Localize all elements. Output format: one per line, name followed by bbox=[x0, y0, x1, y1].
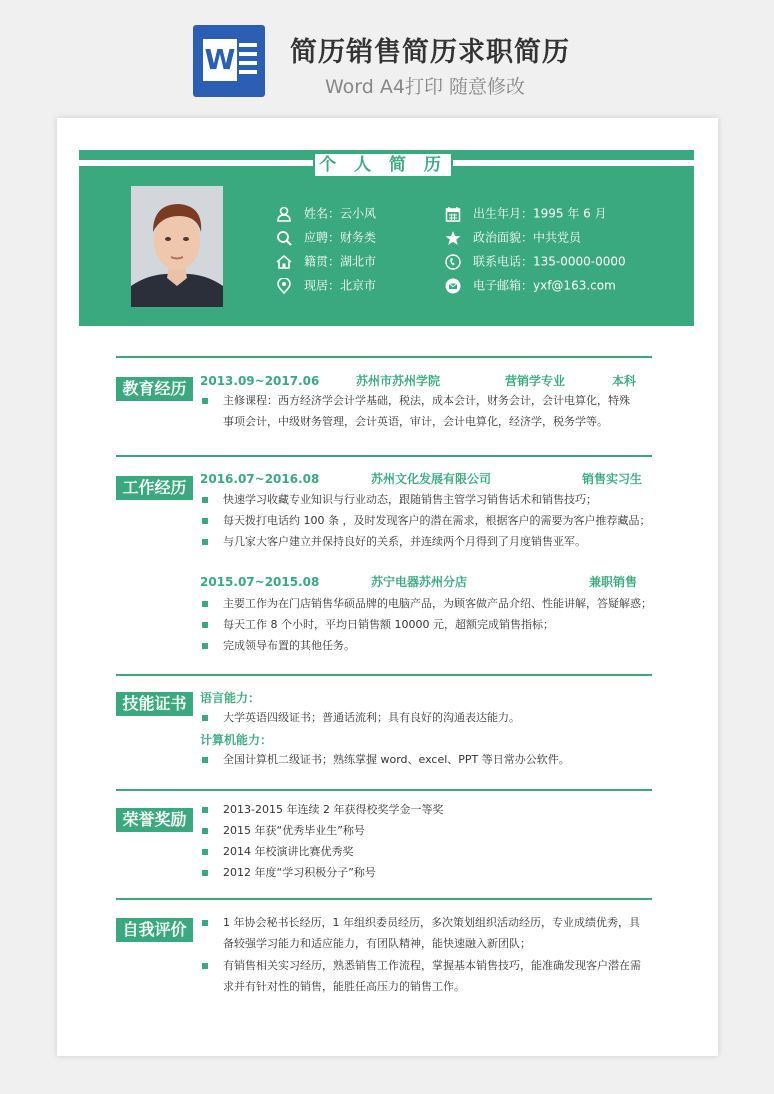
info-name: 姓名：云小风 bbox=[276, 204, 376, 222]
search-icon bbox=[276, 230, 292, 246]
job1-company: 苏州文化发展有限公司 bbox=[371, 472, 492, 486]
star-icon bbox=[445, 230, 461, 246]
job2-date: 2015.07~2015.08 bbox=[200, 575, 320, 589]
work-divider bbox=[116, 455, 652, 457]
job1-date: 2016.07~2016.08 bbox=[200, 472, 320, 486]
language-heading: 语言能力： bbox=[200, 691, 261, 705]
info-residence: 现居：北京市 bbox=[276, 276, 376, 294]
job2-role: 兼职销售 bbox=[589, 575, 638, 589]
info-position: 应聘：财务类 bbox=[276, 228, 376, 246]
home-icon bbox=[276, 254, 292, 270]
location-pin-icon bbox=[276, 278, 292, 294]
resume-paper: 姓名：云小风 应聘：财务类 籍贯：湖北市 现居：北京市 出生年月：1995 年 6 月 政治面貌：中共党员 联系电话：135-0000-0000 电子邮箱：yxf@163.com 个 人 简 历 教育经历 2013.09~2017.06 苏州市苏州学院 营销学专业 本科 主修课程：西方经济学会计学基础，税法，成本会计，财务会计，会计电算化，特殊 事项会计，中级财务管理，会计英语，审计，会计电算化，经济学，税务学等。 工作经历 2016.07~2016.08 苏州文化发展有限公司 销售实习生 快速学习收藏专业知识与行业动态，跟随销售主管学习销售话术和销售技巧； 每天拨打电话约 100 条 ，及时发现客户的潜在需求，根据客户的需要为客户推荐藏品； 与几家大客户建立并保持良好的关系，并连续两个月得到了月度销售亚军。 2015.07~2015.08 苏宁电器苏州分店 兼职销售 主要工作为在门店销售华硕品牌的电脑产品，为顾客做产品介绍、性能讲解，答疑解惑； 每天工作 8 个小时，平均日销售额 10000 元，超额完成销售指标； 完成领导布置的其他任务。 技能证书 语言能力： 大学英语四级证书；普通话流利；具有良好的沟通表达能力。 计算机能力： 全国计算机二级证书；熟练掌握 word、excel、PPT 等日常办公软件。 荣誉奖励 2013-2015 年连续 2 年获得校奖学金一等奖 2015 年获“优秀毕业生”称号 2014 年校演讲比赛优秀奖 2012 年度“学习积极分子”称号 自我评价 1 年协会秘书长经历，1 年组织委员经历，多次策划组织活动经历，专业成绩优秀，具 备较强学习能力和适应能力，有团队精神，能快速融入新团队； 有销售相关实习经历，熟悉销售工作流程，掌握基本销售技巧，能准确发现客户潜在需 求并有针对性的销售，能胜任高压力的销售工作。 bbox=[57, 118, 718, 1056]
info-phone: 联系电话：135-0000-0000 bbox=[445, 252, 626, 270]
word-logo-letter: W bbox=[203, 39, 237, 81]
job1-role: 销售实习生 bbox=[582, 472, 643, 486]
word-logo bbox=[193, 25, 265, 97]
banner-subtitle: Word A4打印 随意修改 bbox=[325, 76, 526, 98]
banner-title: 简历销售简历求职简历 bbox=[290, 37, 570, 68]
profile-panel bbox=[79, 166, 694, 326]
job2-company: 苏宁电器苏州分店 bbox=[371, 575, 468, 589]
self-tag: 自我评价 bbox=[116, 918, 193, 942]
education-degree: 本科 bbox=[612, 374, 637, 388]
work-tag: 工作经历 bbox=[116, 476, 193, 500]
info-hometown: 籍贯：湖北市 bbox=[276, 252, 376, 270]
skills-divider bbox=[116, 674, 652, 676]
info-email: 电子邮箱：yxf@163.com bbox=[445, 276, 616, 294]
honors-tag: 荣誉奖励 bbox=[116, 808, 193, 832]
info-birth: 出生年月：1995 年 6 月 bbox=[445, 204, 607, 222]
education-date: 2013.09~2017.06 bbox=[200, 374, 320, 388]
mail-icon bbox=[445, 278, 461, 294]
skills-tag: 技能证书 bbox=[116, 692, 193, 716]
self-divider bbox=[116, 898, 652, 900]
education-divider bbox=[116, 356, 652, 358]
education-school: 苏州市苏州学院 bbox=[356, 374, 441, 388]
education-major: 营销学专业 bbox=[505, 374, 566, 388]
top-banner bbox=[0, 0, 774, 110]
phone-icon bbox=[445, 254, 461, 270]
person-icon bbox=[276, 206, 292, 222]
education-tag: 教育经历 bbox=[116, 377, 193, 401]
honors-divider bbox=[116, 789, 652, 791]
profile-photo bbox=[131, 186, 223, 307]
computer-heading: 计算机能力： bbox=[200, 733, 273, 747]
info-politics: 政治面貌：中共党员 bbox=[445, 228, 581, 246]
calendar-icon bbox=[445, 206, 461, 222]
resume-title: 个 人 简 历 bbox=[313, 152, 453, 178]
